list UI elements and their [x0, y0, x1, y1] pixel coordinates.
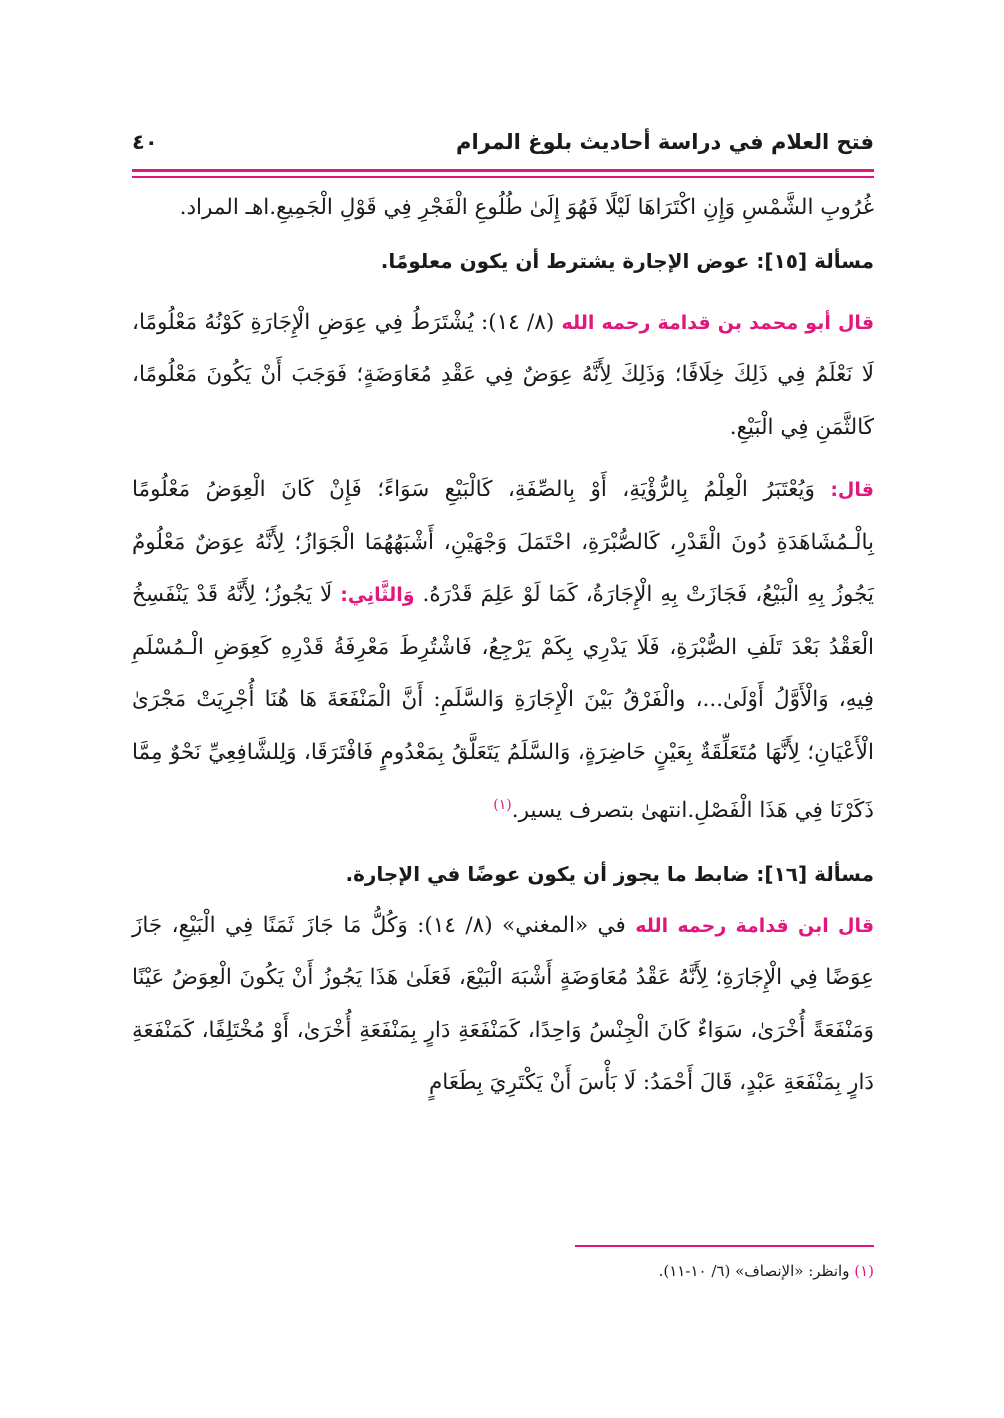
- quote-paragraph-2: [132, 464, 874, 838]
- header-rule-thick: [132, 169, 874, 172]
- footnote-marker[interactable]: (١): [493, 797, 512, 813]
- speaker-label: قال ابن قدامة رحمه الله: [635, 914, 875, 937]
- quote-paragraph-3: [132, 900, 874, 1110]
- quote-paragraph-1: [132, 297, 874, 455]
- footnote-rule: [575, 1245, 874, 1247]
- page-number: ٤٠: [132, 130, 158, 154]
- issue-heading-16: مسألة [١٦]: ضابط ما يجوز أن يكون عوضًا في الإجارة.: [345, 861, 874, 886]
- paragraph-text: في «المغني» (٨/ ١٤): وَكُلُّ مَا جَازَ ثَمَنًا فِي الْبَيْعِ، جَازَ عِوَضًا فِي الْإِجَارَةِ؛ لِأَنَّهُ عَقْدُ مُعَاوَضَةٍ أَشْبَهَ الْبَيْعَ، فَعَلَىٰ هَذَا يَجُوزُ أَنْ يَكُونَ الْعِوَضُ عَيْنًا وَمَنْفَعَةً أُخْرَىٰ، سَوَاءٌ كَانَ الْجِنْسُ وَاحِدًا، كَمَنْفَعَةِ دَارٍ بِمَنْفَعَةِ أُخْرَىٰ، أَوْ مُخْتَلِفًا، كَمَنْفَعَةِ دَارٍ بِمَنْفَعَةِ عَبْدٍ، قَالَ أَحْمَدُ: لَا بَأْسَ أَنْ يَكْتَرِيَ بِطَعَامٍ: [132, 912, 874, 1096]
- issue-heading-15: مسألة [١٥]: عوض الإجارة يشترط أن يكون معلومًا.: [380, 248, 874, 273]
- spacer: [132, 454, 874, 464]
- footnote: [400, 1262, 874, 1280]
- footnote-number: (١): [854, 1262, 874, 1280]
- continued-paragraph: [132, 182, 874, 235]
- running-header: [132, 128, 874, 168]
- header-rule-thin: [132, 176, 874, 178]
- footnote-text: وانظر: «الإنصاف» (٦/ ١٠-١١).: [658, 1262, 855, 1280]
- paragraph-text: وَيُعْتَبَرُ الْعِلْمُ بِالرُّؤْيَةِ، أَوْ بِالصِّفَةِ، كَالْبَيْعِ سَوَاءً؛ فَإِنْ كَانَ الْعِوَضُ مَعْلُومًا بِالْـمُشَاهَدَةِ دُونَ الْقَدْرِ، كَالصُّبْرَةِ، احْتَمَلَ وَجْهَيْنِ، أَشْبَهُهُمَا الْجَوَازُ؛ لِأَنَّهُ عِوَضٌ مَعْلُومٌ يَجُوزُ بِهِ الْبَيْعُ، فَجَازَتْ بِهِ الْإِجَارَةُ، كَمَا لَوْ عَلِمَ قَدْرَهُ.: [132, 477, 874, 607]
- paragraph-text: لَا يَجُوزُ؛ لِأَنَّهُ قَدْ يَنْفَسِخُ الْعَقْدُ بَعْدَ تَلَفِ الصُّبْرَةِ، فَلَا يَدْرِي بِكَمْ يَرْجِعُ، فَاشْتُرِطَ مَعْرِفَةُ قَدْرِهِ كَعِوَضِ الْـمُسْلَمِ فِيهِ، وَالْأَوَّلُ أَوْلَىٰ...، والْفَرْقُ بَيْنَ الْإِجَارَةِ وَالسَّلَمِ: أَنَّ الْمَنْفَعَةَ هَا هُنَا أُجْرِيَتْ مَجْرَىٰ الْأَعْيَانِ؛ لِأَنَّهَا مُتَعَلِّقَةٌ بِعَيْنٍ حَاضِرَةٍ، وَالسَّلَمُ يَتَعَلَّقُ بِمَعْدُومٍ فَافْتَرَقَا، وَلِلشَّافِعِيِّ نَحْوٌ مِمَّا ذَكَرْنَا فِي هَذَا الْفَصْلِ.انتهىٰ بتصرف يسير.: [132, 582, 874, 824]
- spacer: [132, 838, 874, 848]
- paragraph-text: (٨/ ١٤): يُشْتَرَطُ فِي عِوَضِ الْإِجَارَةِ كَوْنُهُ مَعْلُومًا، لَا نَعْلَمُ فِي ذَلِكَ خِلَافًا؛ وَذَلِكَ لِأَنَّهُ عِوَضٌ فِي عَقْدِ مُعَاوَضَةٍ؛ فَوَجَبَ أَنْ يَكُونَ مَعْلُومًا، كَالثَّمَنِ فِي الْبَيْعِ.: [132, 309, 874, 440]
- paragraph-text: غُرُوبِ الشَّمْسِ وَإِنِ اكْتَرَاهَا لَيْلًا فَهُوَ إِلَىٰ طُلُوعِ الْفَجْرِ فِي قَوْلِ الْجَمِيعِ.اهـ المراد.: [179, 195, 874, 220]
- speaker-label: قال أبو محمد بن قدامة رحمه الله: [561, 311, 875, 334]
- book-title: فتح العلام في دراسة أحاديث بلوغ المرام: [456, 130, 874, 154]
- speaker-label: قال:: [830, 479, 874, 501]
- page-body: [132, 182, 874, 1110]
- spacer: [132, 287, 874, 297]
- second-view-label: وَالثَّانِي:: [340, 584, 415, 606]
